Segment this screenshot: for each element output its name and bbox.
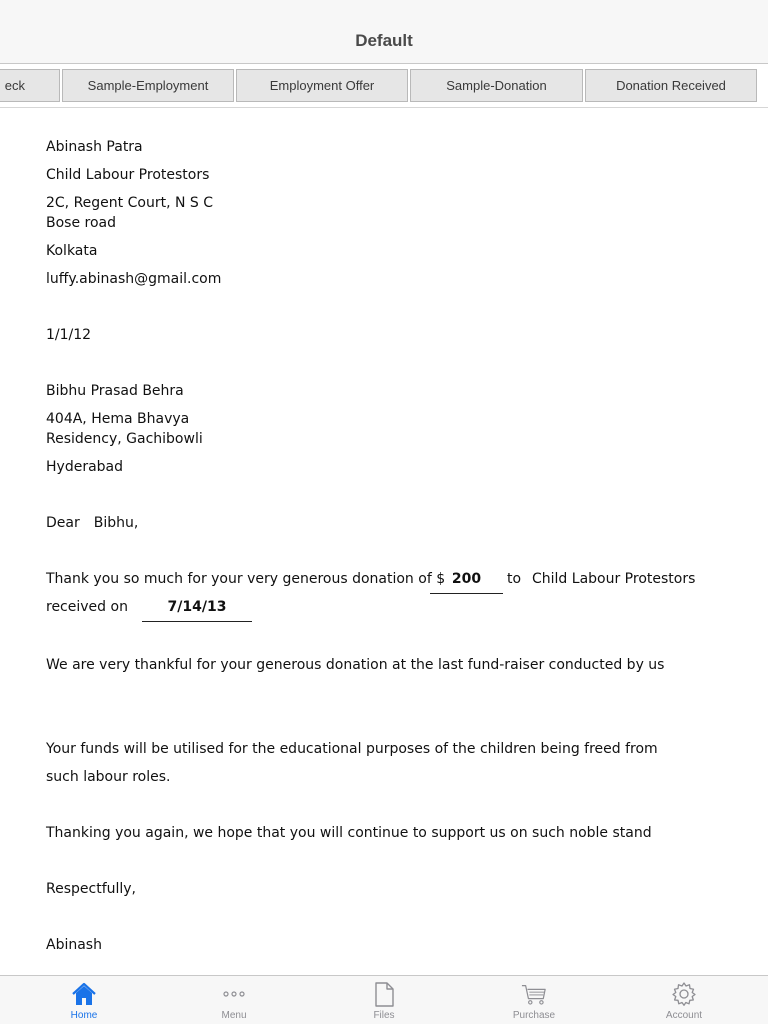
tabbar-item-files[interactable] — [334, 976, 434, 1024]
paragraph-funds-line2: such labour roles. — [46, 769, 171, 785]
letter-date: 1/1/12 — [46, 327, 92, 343]
received-on-label: received on — [46, 599, 128, 615]
salutation — [46, 513, 138, 533]
tab-employment-offer[interactable] — [236, 69, 408, 102]
tabbar-label: Purchase — [512, 1010, 556, 1021]
tabbar-item-purchase[interactable] — [484, 976, 584, 1024]
tab-label: Employment Offer — [269, 78, 375, 93]
salutation-prefix: Dear — [46, 515, 80, 531]
thanks-prefix: Thank you so much for your very generous donation of $ — [46, 571, 446, 587]
tab-donation-received[interactable] — [585, 69, 757, 102]
salutation-name: Bibhu, — [93, 515, 139, 531]
thanks-organization: Child Labour Protestors — [532, 571, 696, 587]
sender-address: 2C, Regent Court, N S C Bose road — [46, 195, 214, 231]
tabbar-item-home[interactable] — [34, 976, 134, 1024]
tab-sample-cheque[interactable] — [0, 69, 60, 102]
thanks-to: to — [507, 571, 522, 587]
gear-icon — [671, 981, 697, 1007]
received-date-field[interactable]: 7/14/13 — [142, 597, 252, 622]
template-tab-strip[interactable] — [0, 64, 768, 108]
tab-label: Sample-Employment — [87, 78, 209, 93]
tab-sample-employment[interactable] — [62, 69, 234, 102]
paragraph-thankful: We are very thankful for your generous donation at the last fund-raiser conducted by us — [46, 657, 665, 673]
sender-organization: Child Labour Protestors — [46, 167, 210, 183]
sender-name: Abinash Patra — [46, 139, 143, 155]
recipient-city: Hyderabad — [46, 459, 123, 475]
tabbar-label: Menu — [221, 1010, 247, 1021]
tab-label: Donation Received — [616, 78, 726, 93]
donation-amount-field[interactable]: 200 — [430, 569, 503, 594]
sender-email: luffy.abinash@gmail.com — [46, 271, 222, 287]
signature: Abinash — [46, 937, 102, 953]
tabbar-label: Home — [70, 1010, 98, 1021]
bottom-tab-bar — [0, 975, 768, 1024]
sender-city: Kolkata — [46, 243, 98, 259]
paragraph-funds-line1: Your funds will be utilised for the educational purposes of the children being freed from — [46, 741, 658, 757]
letter-document[interactable] — [0, 108, 768, 974]
recipient-address: 404A, Hema Bhavya Residency, Gachibowli — [46, 411, 203, 447]
tab-label: eck — [4, 78, 25, 93]
closing: Respectfully, — [46, 881, 137, 897]
tabbar-label: Files — [373, 1010, 395, 1021]
tab-sample-donation[interactable] — [410, 69, 583, 102]
recipient-name: Bibhu Prasad Behra — [46, 383, 184, 399]
tabbar-item-menu[interactable] — [184, 976, 284, 1024]
tab-label: Sample-Donation — [446, 78, 547, 93]
cart-icon — [521, 981, 547, 1007]
file-icon — [371, 981, 397, 1007]
tabbar-label: Account — [665, 1010, 703, 1021]
navigation-bar — [0, 0, 768, 64]
home-icon — [71, 981, 97, 1007]
paragraph-hope: Thanking you again, we hope that you will continue to support us on such noble stand — [46, 825, 652, 841]
menu-dots-icon — [221, 981, 247, 1007]
page-title: Default — [355, 31, 413, 50]
tabbar-item-account[interactable] — [634, 976, 734, 1024]
